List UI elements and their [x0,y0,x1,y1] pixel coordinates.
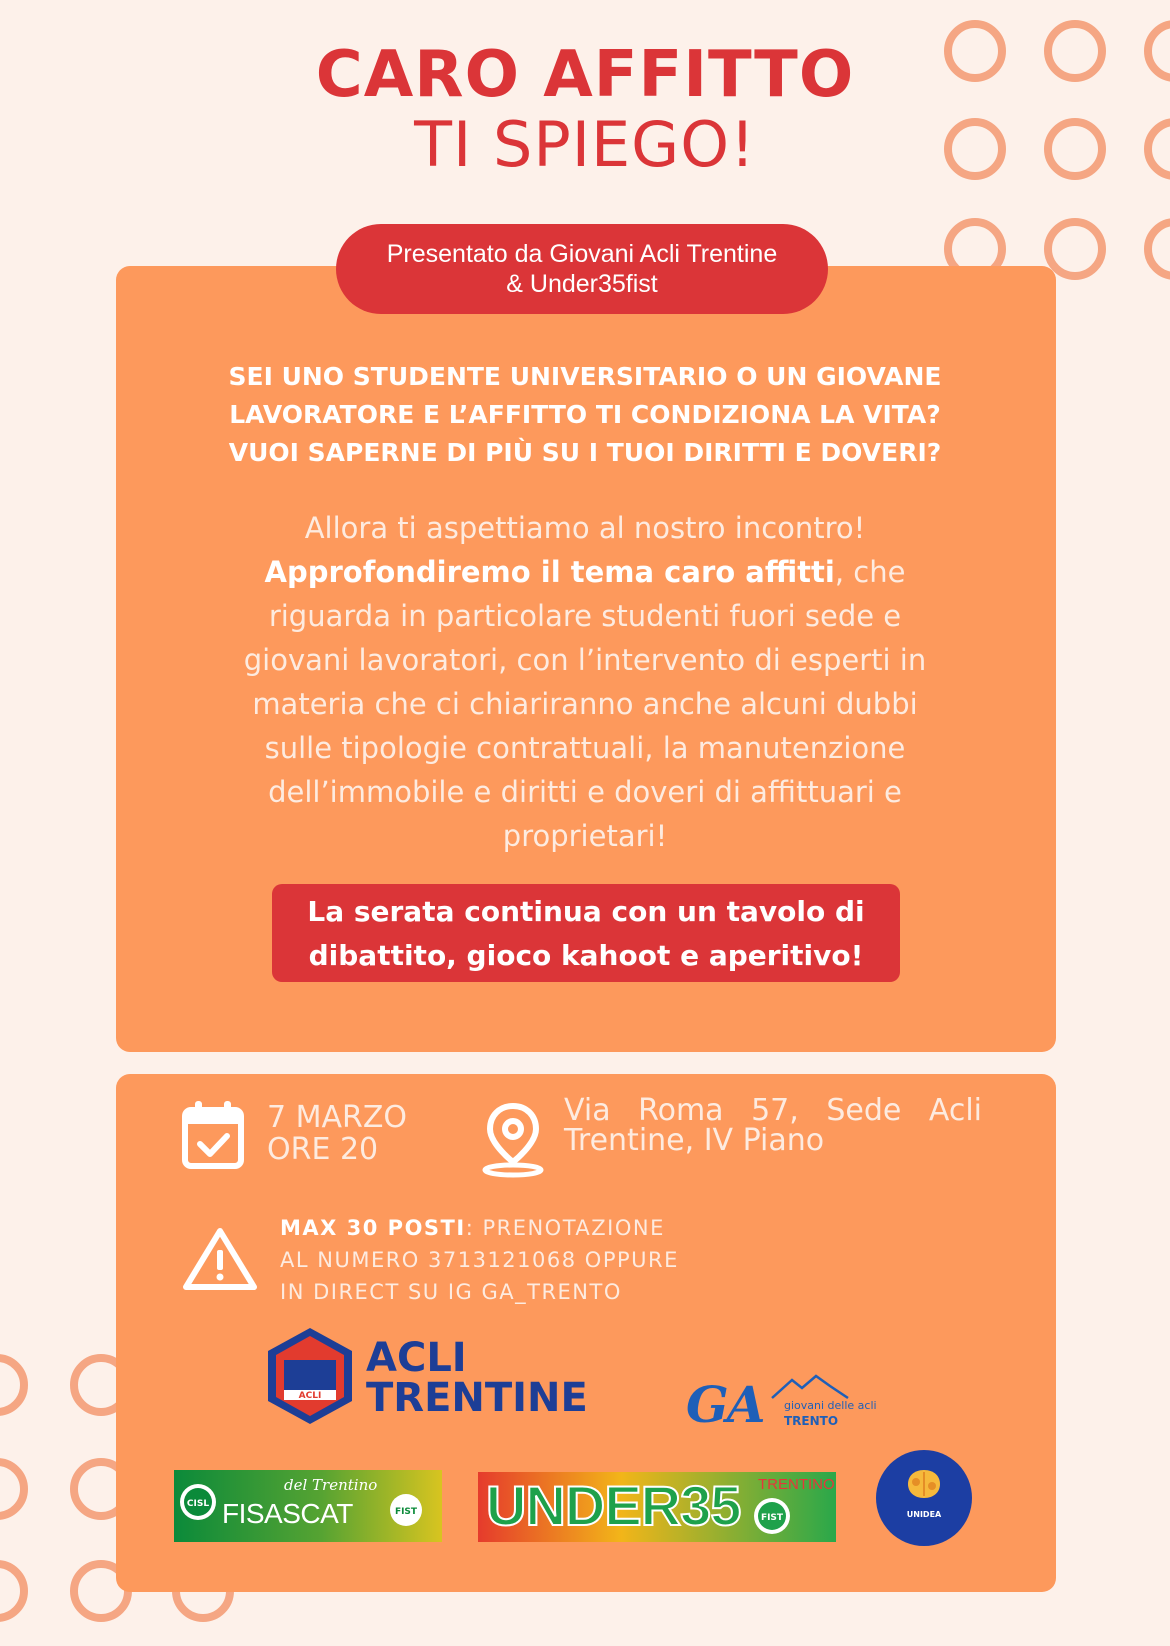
decor-ring [1044,218,1106,280]
unidea-text: UNIDEA [906,1510,942,1519]
booking-line: AL NUMERO 3713121068 OPPURE [280,1248,679,1272]
presenter-badge [336,224,828,314]
event-time-line: ORE 20 [267,1132,379,1167]
acli-logo-icon [264,1326,356,1426]
booking-text: : PRENOTAZIONE [465,1216,665,1240]
decor-ring [0,1354,28,1416]
highlight-line: La serata continua con un tavolo di [307,895,865,928]
fist-badge-icon [752,1496,792,1536]
description-intro: Allora ti aspettiamo al nostro incontro! [304,511,866,545]
description-block [170,506,1000,858]
location-pin-icon [480,1102,546,1178]
question-line: SEI UNO STUDENTE UNIVERSITARIO O UN GIOVANE [228,362,942,391]
under35-word: UNDER35 [486,1474,741,1537]
presenter-line2: & Under35fist [506,270,658,298]
highlight-line: dibattito, gioco kahoot e aperitivo! [308,939,864,972]
fisascat-word: FISASCAT [222,1498,353,1529]
warning-icon [182,1226,258,1292]
under35-top: TRENTINO [758,1476,835,1493]
question-line: VUOI SAPERNE DI PIÙ SU I TUOI DIRITTI E DOVERI? [228,438,942,467]
calendar-check-icon [180,1098,246,1172]
description-line: dell’immobile e diritti e doveri di affittuari e [268,775,902,809]
description-line [170,550,1000,594]
fist-text: FIST [394,1507,418,1517]
acli-logo-text [366,1335,588,1421]
title-line1: CARO AFFITTO [315,38,855,112]
booking-line [280,1212,760,1244]
booking-bold: MAX 30 POSTI [280,1216,466,1240]
decor-ring [0,1560,28,1622]
description-line: riguarda in particolare studenti fuori sede e [268,599,902,633]
fist-text: FIST [760,1513,784,1523]
fisascat-top: del Trentino [284,1476,378,1494]
event-address: Via Roma 57, Sede Acli Trentine, IV Piano [564,1093,982,1158]
booking-line: IN DIRECT SU IG GA_TRENTO [280,1280,622,1304]
brain-icon [902,1466,946,1506]
ga-logo-mark: GA [686,1375,764,1434]
mountain-icon [770,1374,850,1400]
unidea-logo [876,1450,972,1546]
ga-logo-city: TRENTO [784,1414,839,1428]
booking-info [280,1212,760,1308]
acli-line1: ACLI [366,1335,467,1381]
highlight-banner [272,884,900,982]
description-rest: , che [834,555,906,589]
acli-badge-text: ACLI [298,1391,322,1401]
description-line: proprietari! [502,819,668,853]
title-line2: TI SPIEGO! [414,108,756,181]
event-date-line: 7 MARZO [267,1100,408,1135]
questions-block [150,358,1020,472]
description-bold: Approfondiremo il tema caro affitti [264,555,835,589]
description-line: giovani lavoratori, con l’intervento di esperti in [243,643,927,677]
under35-logo [478,1472,836,1542]
description-line: materia che ci chiariranno anche alcuni dubbi [252,687,918,721]
acli-line2: TRENTINE [366,1375,588,1421]
question-line: LAVORATORE E L’AFFITTO TI CONDIZIONA LA VITA? [229,400,941,429]
event-date [267,1102,407,1166]
fist-badge-icon [388,1492,424,1528]
presenter-line1: Presentato da Giovani Acli Trentine [386,240,778,268]
description-line: sulle tipologie contrattuali, la manutenzione [264,731,906,765]
decor-ring [0,1458,28,1520]
cisl-badge-icon [178,1482,218,1522]
cisl-text: CISL [186,1499,210,1509]
fisascat-logo [174,1470,442,1542]
decor-ring [1144,218,1170,280]
ga-logo-subtitle: giovani delle acli [784,1399,877,1412]
